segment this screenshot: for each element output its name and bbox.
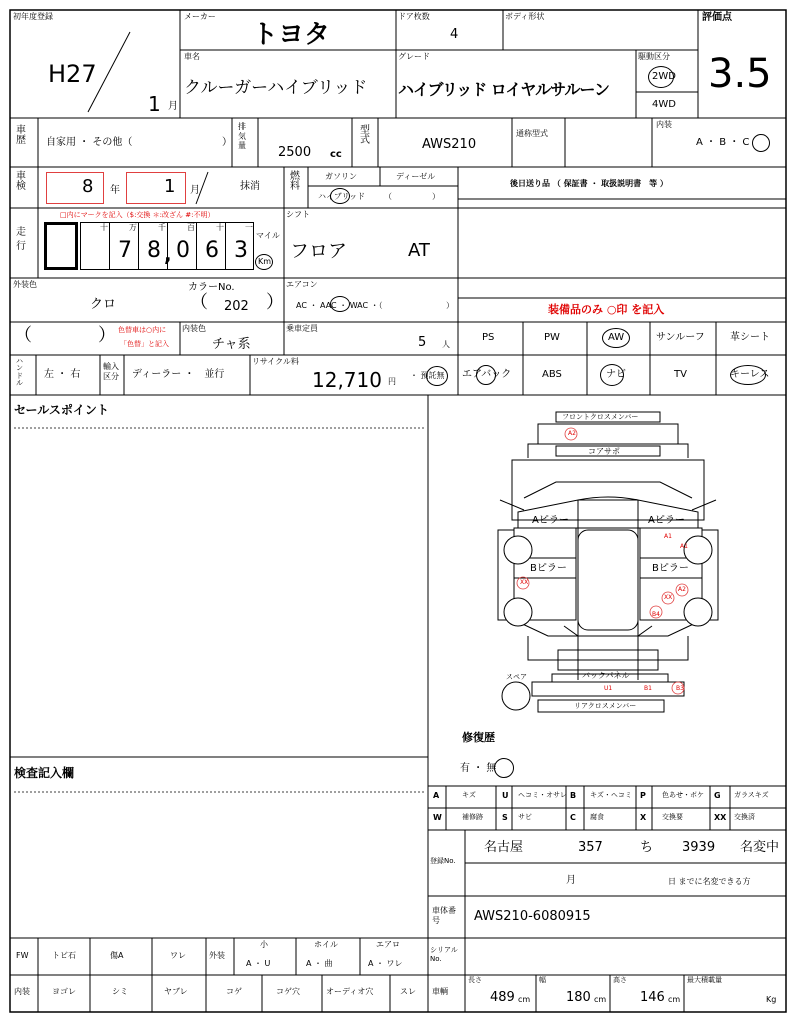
diagram-front-cross: フロントクロスメンバー xyxy=(562,413,639,421)
equip-leather: 革シート xyxy=(730,332,770,343)
color-change-note-2: 「色替」と記入 xyxy=(120,340,169,348)
bottom-wheel-val: A ・ 曲 xyxy=(306,959,333,968)
interior-grades: A ・ B ・ C xyxy=(696,137,750,148)
mileage-instruction: □内にマークを記入（$:交換 ＊:改ざん #:不明） xyxy=(60,211,215,219)
legend-meaning: ヘコミ・オサレ xyxy=(518,791,567,799)
displacement-value: 2500 xyxy=(278,145,312,160)
vin-label: 車体番号 xyxy=(432,906,456,925)
fuel-label: 燃料 xyxy=(290,171,300,192)
odometer-digit: 8 xyxy=(147,238,161,263)
grade-value: ハイブリッド ロイヤルサルーン xyxy=(398,80,610,99)
type-value: AWS210 xyxy=(422,137,477,152)
insp-year: 8 xyxy=(82,176,94,197)
height-value: 146 xyxy=(640,990,665,1005)
interior-color-label: 内装色 xyxy=(182,324,206,333)
legend-code: P xyxy=(640,791,646,800)
diagram-core-support: コアサポ xyxy=(588,447,620,456)
recycle-yen: 円 xyxy=(388,377,396,386)
odometer-place-label: 百 xyxy=(187,223,195,232)
width-label: 幅 xyxy=(539,976,546,984)
odometer-place-label: 十 xyxy=(100,223,108,232)
aircon-values: AC ・ AAC ・ WAC ・（ xyxy=(296,301,383,310)
erased-label: 抹消 xyxy=(240,181,260,192)
damage-mark: A2 xyxy=(678,586,686,593)
drive-label: 駆動区分 xyxy=(638,52,670,61)
insp-year-unit: 年 xyxy=(110,185,120,196)
grade-label: グレード xyxy=(398,52,430,61)
handle-lr: 左 ・ 右 xyxy=(44,369,81,380)
bottom-small-val: A ・ U xyxy=(246,959,271,968)
inspection-label: 車検 xyxy=(16,171,26,192)
handle-label: ハンドル xyxy=(16,357,23,388)
reg-place: 名古屋 xyxy=(484,840,524,855)
legend-meaning: 腐食 xyxy=(590,813,604,821)
odometer-separator xyxy=(196,222,197,270)
history-label: 車歴 xyxy=(16,125,26,146)
odometer-place-label: 十 xyxy=(216,223,224,232)
interior-label: 内装 xyxy=(656,120,672,129)
bottom-burn-hole: コゲ穴 xyxy=(276,987,300,996)
later-items: 後日送り品 （ 保証書 ・ 取扱説明書 等 ） xyxy=(510,179,668,188)
color-change-note-1: 色替車は○内に xyxy=(118,326,167,334)
fuel-other: （ ） xyxy=(384,192,440,201)
fuel-diesel: ディーゼル xyxy=(396,172,436,181)
mileage-mile: マイル xyxy=(256,231,280,240)
damage-mark: U1 xyxy=(604,685,613,692)
equip-keyless: キーレス xyxy=(730,369,770,380)
damage-mark: B4 xyxy=(652,611,660,618)
insp-year-box xyxy=(46,172,104,204)
odometer-comma: , xyxy=(164,242,172,266)
fuel-hybrid-circle xyxy=(330,188,350,204)
bottom-tear: ヤブレ xyxy=(164,987,188,996)
damage-mark: A2 xyxy=(568,430,576,437)
legend-meaning: サビ xyxy=(518,813,532,821)
equip-airbag-circle xyxy=(476,365,496,385)
repair-label: 修復歴 xyxy=(462,731,495,744)
body-label: ボディ形状 xyxy=(505,12,545,21)
registration-label: 登録No. xyxy=(430,857,456,865)
maker-value: トヨタ xyxy=(252,20,331,50)
legend-meaning: ガラスキズ xyxy=(734,791,769,799)
odometer-place-label: 千 xyxy=(158,223,166,232)
odometer-place-label: 万 xyxy=(129,223,137,232)
legend-code: W xyxy=(433,813,442,822)
color-paren-close: ） xyxy=(266,292,284,313)
insp-month: 1 xyxy=(164,176,176,197)
bottom-fw: FW xyxy=(16,951,29,960)
equip-aw-circle xyxy=(602,328,630,348)
mileage-mark-box xyxy=(44,222,78,270)
exterior-value: クロ xyxy=(90,297,117,312)
length-unit: cm xyxy=(518,995,531,1004)
bottom-crack: ワレ xyxy=(170,951,186,960)
odometer-separator xyxy=(109,222,110,270)
drive-2wd-circle xyxy=(648,66,674,88)
damage-mark: XX xyxy=(520,579,529,586)
doors-label: ドア枚数 xyxy=(398,12,430,21)
bottom-chip: トビ石 xyxy=(52,951,76,960)
color-paren-open: （ xyxy=(190,292,208,313)
length-label: 長さ xyxy=(468,976,482,984)
reg-number: 3939 xyxy=(682,840,716,855)
diagram-a-pillar-left: Aピラー xyxy=(532,515,569,526)
capacity-value: 5 xyxy=(418,335,427,350)
first-reg-label: 初年度登録 xyxy=(13,12,53,21)
equip-airbag: エアバック xyxy=(462,369,512,380)
mileage-label: 走行 xyxy=(16,227,26,252)
bottom-small-label: 小 xyxy=(260,940,268,949)
drive-4wd: 4WD xyxy=(652,99,676,110)
import-label: 輸入区分 xyxy=(103,362,119,382)
maker-label: メーカー xyxy=(184,12,216,21)
equip-navi: ナビ xyxy=(606,369,626,380)
legend-code: U xyxy=(502,791,509,800)
bottom-exterior-label: 外装 xyxy=(209,951,225,960)
odometer-digit: 0 xyxy=(176,238,190,263)
length-value: 489 xyxy=(490,990,515,1005)
width-value: 180 xyxy=(566,990,591,1005)
legend-code: G xyxy=(714,791,721,800)
load-unit: Kg xyxy=(766,995,777,1004)
odometer-digit: 6 xyxy=(205,238,219,263)
shift-label: シフト xyxy=(286,210,310,219)
diagram-spare: スペア xyxy=(506,673,527,681)
model-value: クルーガーハイブリッド xyxy=(184,78,368,98)
legend-meaning: 補修跡 xyxy=(462,813,483,821)
colorchange-paren-close: ） xyxy=(98,325,116,346)
doors-value: 4 xyxy=(450,27,459,42)
displacement-label: 排気量 xyxy=(238,122,246,151)
reg-month: 月 xyxy=(566,875,576,886)
legend-code: S xyxy=(502,813,508,822)
color-no-value: 202 xyxy=(224,299,249,314)
cc-unit: cc xyxy=(330,149,342,160)
equip-pw: PW xyxy=(544,332,560,343)
bottom-wheel-label: ホイル xyxy=(314,940,338,949)
history-text: 自家用 ・ その他（ xyxy=(46,137,133,148)
recycle-label: リサイクル料 xyxy=(252,357,299,366)
equip-sunroof: サンルーフ xyxy=(656,332,705,343)
load-label: 最大積載量 xyxy=(687,976,722,984)
exterior-label: 外装色 xyxy=(13,280,37,289)
recycle-value: 12,710 xyxy=(312,368,382,392)
sales-points-label: セールスポイント xyxy=(14,403,109,417)
reg-class-no: 357 xyxy=(578,840,603,855)
legend-code: X xyxy=(640,813,647,822)
history-close: ） xyxy=(222,137,232,148)
bottom-burn: コゲ xyxy=(226,987,242,996)
color-no-label: カラーNo. xyxy=(188,282,235,293)
reg-name-change: 名変中 xyxy=(740,840,780,855)
insp-month-box xyxy=(126,172,186,204)
mileage-km-circle xyxy=(255,254,273,270)
legend-meaning: 交換要 xyxy=(662,813,683,821)
repair-options: 有 ・ 無 xyxy=(460,763,497,774)
diagram-a-pillar-right: Aピラー xyxy=(648,515,685,526)
bottom-scratch: 傷A xyxy=(110,951,124,960)
aircon-label: エアコン xyxy=(286,280,318,289)
rating-value: 3.5 xyxy=(708,51,772,97)
equip-aw: AW xyxy=(608,332,625,343)
mileage-km: Km xyxy=(258,257,272,266)
first-reg-month-unit: 月 xyxy=(168,101,178,112)
type-label: 型式 xyxy=(360,125,370,146)
damage-mark: A1 xyxy=(680,543,688,550)
height-unit: cm xyxy=(668,995,681,1004)
bottom-audio-hole: オーディオ穴 xyxy=(326,987,374,996)
interior-c-circle xyxy=(752,134,770,152)
equipment-title: 装備品のみ ○印 を記入 xyxy=(548,303,665,316)
equip-ps: PS xyxy=(482,332,495,343)
capacity-unit: 人 xyxy=(442,340,450,349)
recycle-deposit: ・ 預託無 xyxy=(410,371,445,380)
shift-type: AT xyxy=(408,240,430,261)
legend-code: B xyxy=(570,791,577,800)
bottom-stain: シミ xyxy=(112,987,128,996)
serial-label: シリアルNo. xyxy=(430,946,458,964)
odometer-digit: 3 xyxy=(234,238,248,263)
odometer-digit: 7 xyxy=(118,238,132,263)
legend-meaning: キズ・ヘコミ xyxy=(590,791,632,799)
damage-mark: A1 xyxy=(664,533,672,540)
vin-value: AWS210-6080915 xyxy=(474,909,591,924)
diagram-b-pillar-left: Bピラー xyxy=(530,563,567,574)
interior-color-value: チャ系 xyxy=(212,337,251,352)
rating-label: 評価点 xyxy=(702,12,732,23)
bottom-wear: スレ xyxy=(400,987,416,996)
shift-value: フロア xyxy=(290,240,348,262)
inspection-notes-label: 検査記入欄 xyxy=(14,766,75,780)
odometer-separator xyxy=(138,222,139,270)
equip-keyless-circle xyxy=(730,365,766,385)
damage-mark: XX xyxy=(664,594,673,601)
diagram-b-pillar-right: Bピラー xyxy=(652,563,689,574)
colorchange-paren-open: （ xyxy=(14,325,32,346)
legend-meaning: キズ xyxy=(462,791,476,799)
first-reg-year: H27 xyxy=(48,60,97,88)
capacity-label: 乗車定員 xyxy=(286,324,318,333)
reg-day-text: 日 までに名変できる方 xyxy=(668,877,751,886)
bottom-interior-label: 内装 xyxy=(14,987,30,996)
odometer-separator xyxy=(225,222,226,270)
bottom-aero-val: A ・ ワレ xyxy=(368,959,403,968)
bottom-dirt: ヨゴレ xyxy=(52,987,76,996)
reg-kana: ち xyxy=(640,840,654,855)
equip-tv: TV xyxy=(674,369,687,380)
height-label: 高さ xyxy=(613,976,627,984)
fuel-gasoline: ガソリン xyxy=(325,172,357,181)
aircon-aac-circle xyxy=(330,296,350,312)
equip-navi-circle xyxy=(600,364,624,386)
diagram-back-panel: バックパネル xyxy=(582,671,630,680)
odometer-place-label: 一 xyxy=(245,223,253,232)
aircon-close: ） xyxy=(446,301,454,310)
legend-meaning: 色あせ・ボケ xyxy=(662,791,704,799)
legend-code: XX xyxy=(714,813,727,822)
width-unit: cm xyxy=(594,995,607,1004)
damage-mark: B3 xyxy=(676,685,684,692)
legend-meaning: 交換済 xyxy=(734,813,755,821)
size-label: 車輌 xyxy=(432,987,448,996)
legend-code: A xyxy=(433,791,440,800)
diagram-rear-cross: リアクロスメンバー xyxy=(574,702,637,710)
bottom-aero-label: エアロ xyxy=(376,940,400,949)
first-reg-month: 1 xyxy=(148,92,161,116)
insp-month-unit: 月 xyxy=(190,185,200,196)
drive-2wd: 2WD xyxy=(652,71,676,82)
fuel-hybrid: ハイブリッド xyxy=(318,192,366,201)
recycle-deposit-circle xyxy=(426,366,448,386)
repair-none-circle xyxy=(494,758,514,778)
model-label: 車名 xyxy=(184,52,200,61)
damage-mark: B1 xyxy=(644,685,652,692)
common-type-label: 通称型式 xyxy=(516,129,548,138)
import-dealer: ディーラー ・ 並行 xyxy=(132,369,225,380)
legend-code: C xyxy=(570,813,576,822)
equip-abs: ABS xyxy=(542,369,562,380)
